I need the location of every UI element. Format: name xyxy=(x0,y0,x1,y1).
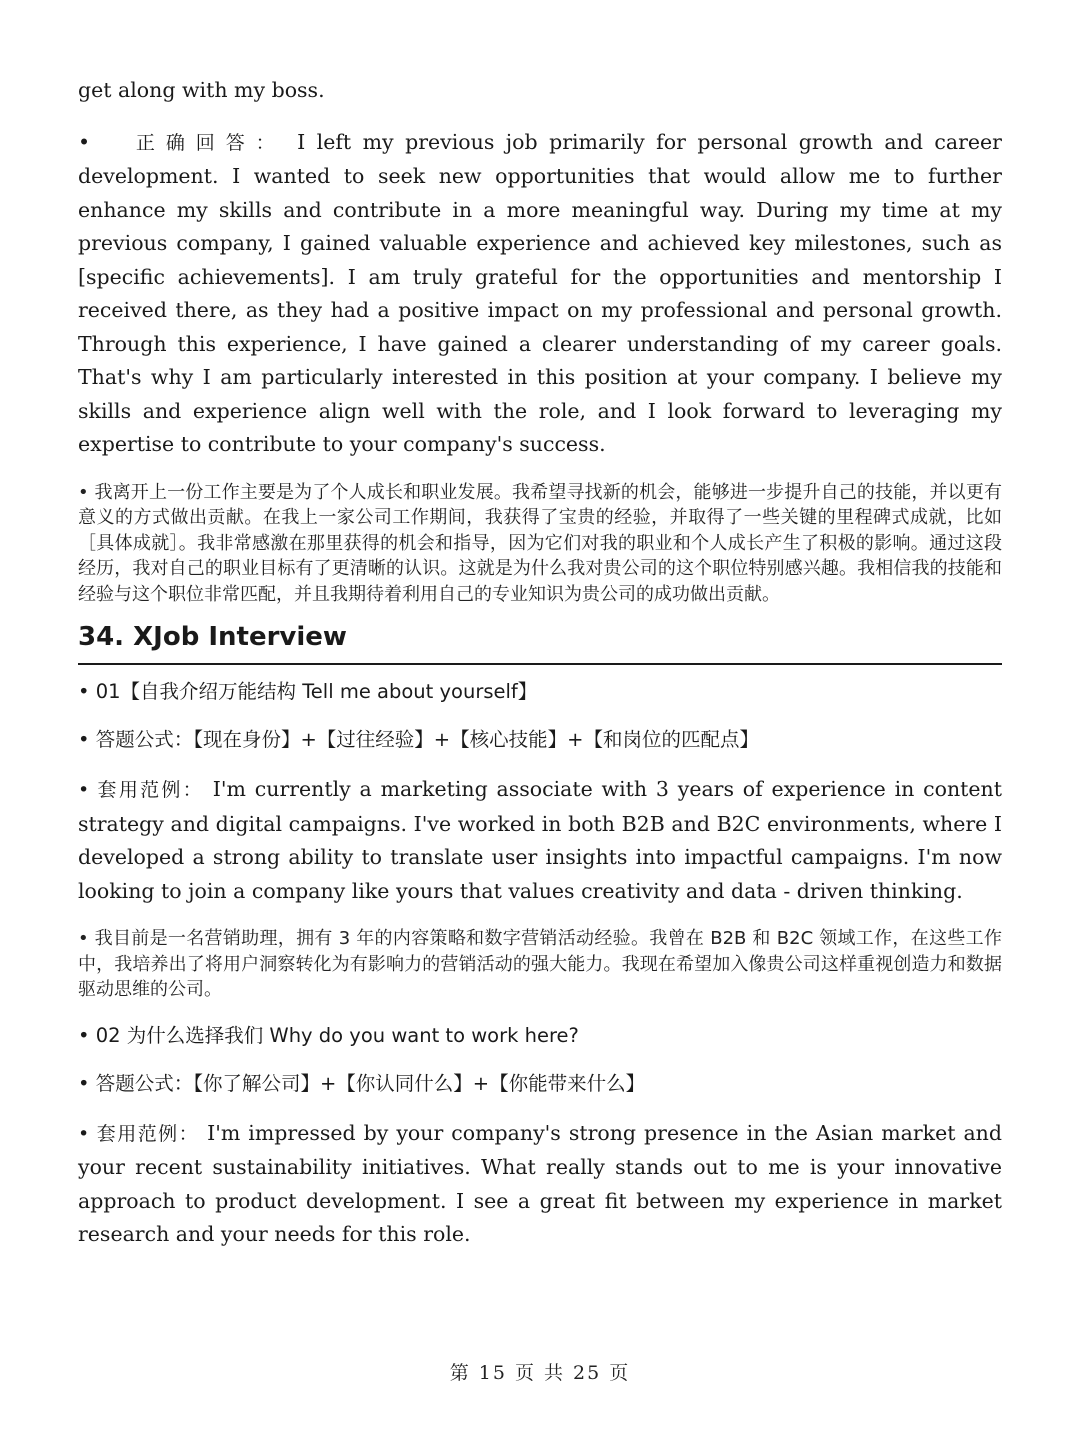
q1-translation: • 我目前是一名营销助理，拥有 3 年的内容策略和数字营销活动经验。我曾在 B2B 和 B2C 领域工作，在这些工作中，我培养出了将用户洞察转化为有影响力的营销活动的强大能力。我现在希望加入像贵公司这样重视创造力和数据驱动思维的公司。 xyxy=(78,928,1002,1000)
q2-example-label: • 套用范例： xyxy=(78,1122,200,1145)
q2-example xyxy=(78,1117,1002,1252)
answer1-translation: • 我离开上一份工作主要是为了个人成长和职业发展。我希望寻找新的机会，能够进一步提升自己的技能，并以更有意义的方式做出贡献。在我上一家公司工作期间，我获得了宝贵的经验，并取得了一些关键的里程碑式成就，比如［具体成就］。我非常感激在那里获得的机会和指导，因为它们对我的职业和个人成长产生了积极的影响。通过这段经历，我对自己的职业目标有了更清晰的认识。这就是为什么我对贵公司的这个职位特别感兴趣。我相信我的技能和经验与这个职位非常匹配，并且我期待着利用自己的专业知识为贵公司的成功做出贡献。 xyxy=(78,481,1002,605)
q1-formula: • 答题公式：【现在身份】+【过往经验】+【核心技能】+【和岗位的匹配点】 xyxy=(78,728,759,751)
q2-title: • 02 为什么选择我们 Why do you want to work here? xyxy=(78,1023,579,1047)
q1-example xyxy=(78,773,1002,908)
q1-example-label: • 套用范例： xyxy=(78,779,204,801)
intro-fragment: get along with my boss. xyxy=(78,78,325,102)
section-title: 34. XJob Interview xyxy=(78,619,1002,665)
answer1-paragraph xyxy=(78,126,1002,462)
answer1-label: 正确回答： xyxy=(135,131,286,154)
q1-example-text: I'm currently a marketing associate with 3 years of experience in content strategy and digital campaigns. I've worked in both B2B and B2C environments, where I developed a strong ability to translate user insights into impactful campaigns. I'm now looking to join a company like yours that values creativity and data - driven thinking. xyxy=(78,777,1002,903)
document-page xyxy=(78,74,1002,1252)
answer1-text: I left my previous job primarily for personal growth and career development. I wanted to seek new opportunities that would allow me to further enhance my skills and contribute in a more meaningful way. During my time at my previous company, I gained valuable experience and achieved key milestones, such as [specific achievements]. I am truly grateful for the opportunities and mentorship I received there, as they had a positive impact on my professional and personal growth. Through this experience, I have gained a clearer understanding of my career goals. That's why I am particularly interested in this position at your company. I believe my skills and experience align well with the role, and I look forward to leveraging my expertise to contribute to your company's success. xyxy=(78,129,1002,456)
answer1-bullet: • xyxy=(78,129,91,154)
q2-example-text: I'm impressed by your company's strong presence in the Asian market and your recent sustainability initiatives. What really stands out to me is your innovative approach to product development. I see a great fit between my experience in market research and your needs for this role. xyxy=(78,1120,1002,1246)
q2-formula: • 答题公式：【你了解公司】+【你认同什么】+【你能带来什么】 xyxy=(78,1071,646,1095)
page-number-footer: 第 15 页 共 25 页 xyxy=(449,1362,631,1384)
q1-title: • 01【自我介绍万能结构 Tell me about yourself】 xyxy=(78,680,538,703)
